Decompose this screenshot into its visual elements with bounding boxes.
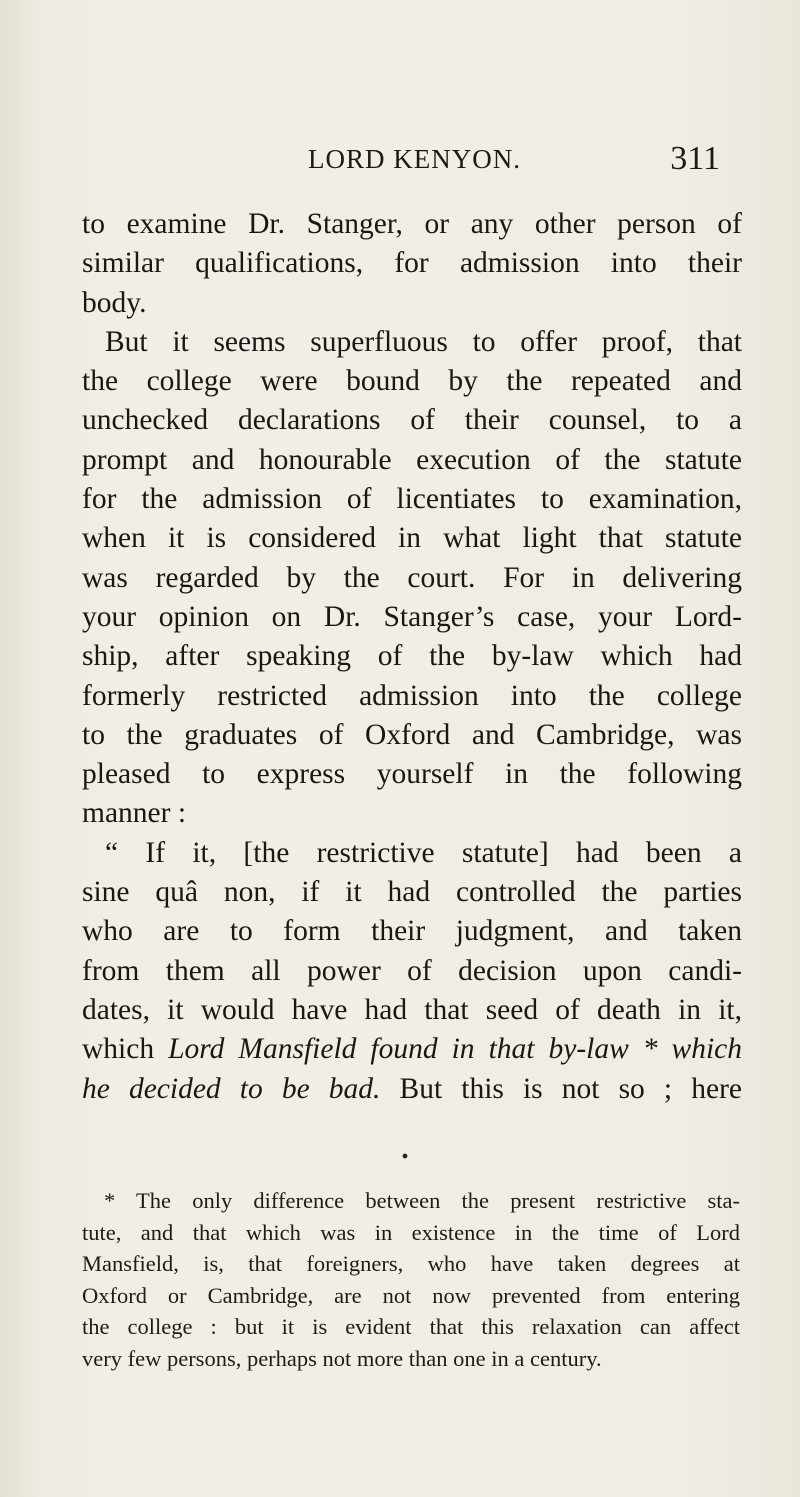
footnote-line: very few persons, perhaps not more than one in a century. — [82, 1345, 602, 1371]
text-line: body. — [82, 286, 147, 319]
text-line: was regarded by the court. For in delivering — [82, 561, 742, 594]
running-title: LORD KENYON. — [308, 144, 521, 174]
text-line — [82, 1030, 742, 1069]
text-line: “ If it, [the restrictive statute] had been a — [105, 836, 742, 869]
footnote-line: the college : but it is evident that this relaxation can affect — [82, 1314, 740, 1339]
text-line — [82, 1070, 742, 1109]
text-line: for the admission of licentiates to examination, — [82, 483, 742, 516]
text-line: ship, after speaking of the by-law which had — [82, 640, 742, 673]
text-line: to the graduates of Oxford and Cambridge, was — [82, 718, 742, 751]
text-line: sine quâ non, if it had controlled the parties — [82, 876, 742, 909]
footnote-line: * The only difference between the present restrictive sta- — [104, 1188, 740, 1213]
text-line: manner : — [82, 797, 187, 830]
running-head — [290, 140, 730, 184]
text-line: prompt and honourable execution of the statute — [82, 443, 742, 476]
text-line: pleased to express yourself in the following — [82, 758, 742, 791]
footnote-block — [82, 1185, 740, 1374]
italic-text-segment: Lord Mansfield found in that by-law * which — [168, 1033, 742, 1066]
text-line: from them all power of decision upon candi- — [82, 954, 742, 987]
text-segment: which — [82, 1033, 169, 1066]
footnote-line: Mansfield, is, that foreigners, who have taken degrees at — [82, 1251, 740, 1276]
text-line: similar qualifications, for admission into their — [82, 247, 742, 280]
footnote-line: tute, and that which was in existence in the time of Lord — [82, 1219, 740, 1245]
footnote-line: Oxford or Cambridge, are not now prevented from entering — [82, 1282, 740, 1308]
page-number: 311 — [670, 140, 720, 177]
text-line: dates, it would have had that seed of death in it, — [82, 993, 742, 1026]
main-text — [82, 205, 742, 1109]
text-line: to examine Dr. Stanger, or any other person of — [82, 208, 742, 240]
text-line: But it seems superfluous to offer proof, that — [105, 325, 742, 358]
text-segment: But this is not so ; here — [380, 1072, 742, 1105]
text-line: unchecked declarations of their counsel, to a — [82, 404, 742, 437]
text-line: formerly restricted admission into the college — [82, 679, 742, 712]
stray-ink-mark — [402, 1153, 408, 1159]
text-line: when it is considered in what light that statute — [82, 522, 742, 555]
italic-text-segment: he decided to be bad. — [82, 1072, 381, 1105]
text-line: who are to form their judgment, and taken — [82, 915, 742, 948]
text-line: your opinion on Dr. Stanger’s case, your Lord- — [82, 600, 742, 633]
text-line: the college were bound by the repeated and — [82, 365, 742, 398]
